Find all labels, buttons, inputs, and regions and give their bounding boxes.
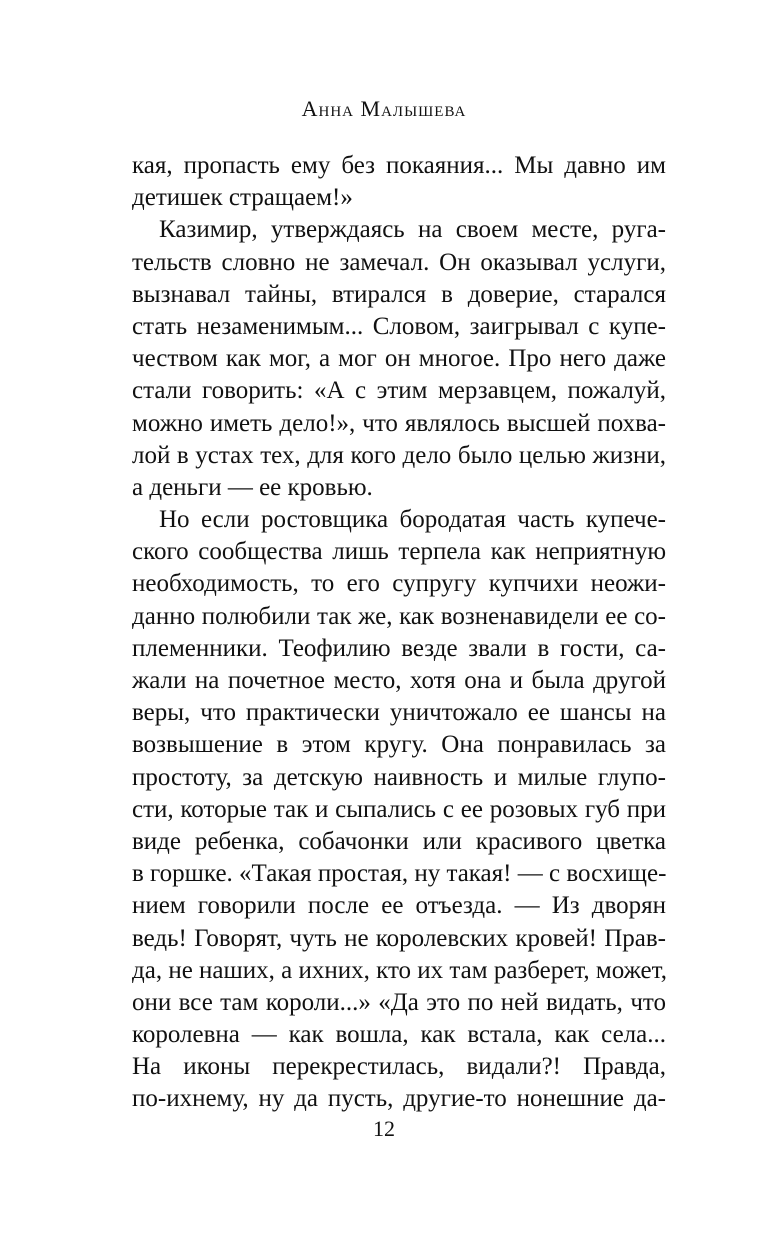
text-line: племенники. Теофилию везде звали в гости, са- (132, 634, 666, 662)
text-line: вызнавал тайны, втирался в доверие, старался (132, 280, 666, 308)
body-text (132, 150, 666, 1116)
text-line: стать незаменимым... Словом, заигрывал с купе- (132, 312, 666, 340)
text-line: возвышение в этом кругу. Она понравилась за (132, 731, 666, 759)
text-line: они все там короли...» «Да это по ней видать, что (132, 988, 666, 1016)
text-line: а деньги — ее кровью. (132, 473, 373, 501)
running-head: Анна Малышева (301, 96, 467, 121)
text-line: жали на почетное место, хотя она и была другой (132, 667, 666, 694)
text-line: по-ихнему, ну да пусть, другие-то нонешние да- (132, 1085, 666, 1113)
text-line: сти, которые так и сыпались с ее розовых губ при (132, 795, 666, 823)
text-line: Казимир, утверждаясь на своем месте, руга- (159, 216, 666, 244)
text-line: чеством как мог, а мог он многое. Про него даже (132, 345, 666, 373)
page-number: 12 (373, 1116, 395, 1141)
text-line: можно иметь дело!», что являлось высшей похва- (132, 409, 666, 437)
text-line: лой в устах тех, для кого дело было целью жизни, (132, 441, 666, 469)
text-line: Но если ростовщика бородатая часть купече- (159, 506, 666, 534)
text-line: детишек стращаем!» (132, 184, 353, 212)
text-line: данно полюбили так же, как возненавидели ее со- (132, 602, 666, 630)
text-line: королевна — как вошла, как встала, как села... (132, 1021, 666, 1049)
text-line: тельств словно не замечал. Он оказывал услуги, (132, 248, 666, 276)
text-line: да, не наших, а ихних, кто их там разберет, может, (132, 956, 667, 984)
text-line: кая, пропасть ему без покаяния... Мы давно им (132, 152, 666, 179)
text-line: виде ребенка, собачонки или красивого цветка (132, 827, 666, 855)
text-line: стали говорить: «А с этим мерзавцем, пожалуй, (132, 377, 666, 405)
text-line: нием говорили после ее отъезда. — Из дворян (132, 892, 666, 920)
text-line: простоту, за детскую наивность и милые глупо- (132, 763, 666, 791)
text-line: ского сообщества лишь терпела как неприятную (132, 538, 666, 566)
text-line: веры, что практически уничтожало ее шансы на (132, 699, 666, 727)
text-line: ведь! Говорят, чуть не королевских кровей! Прав- (132, 924, 666, 952)
text-line: в горшке. «Такая простая, ну такая! — с восхище- (132, 860, 667, 888)
text-line: На иконы перекрестилась, видали?! Правда, (132, 1053, 666, 1081)
text-line: необходимость, то его супругу купчихи неожи- (132, 570, 666, 598)
